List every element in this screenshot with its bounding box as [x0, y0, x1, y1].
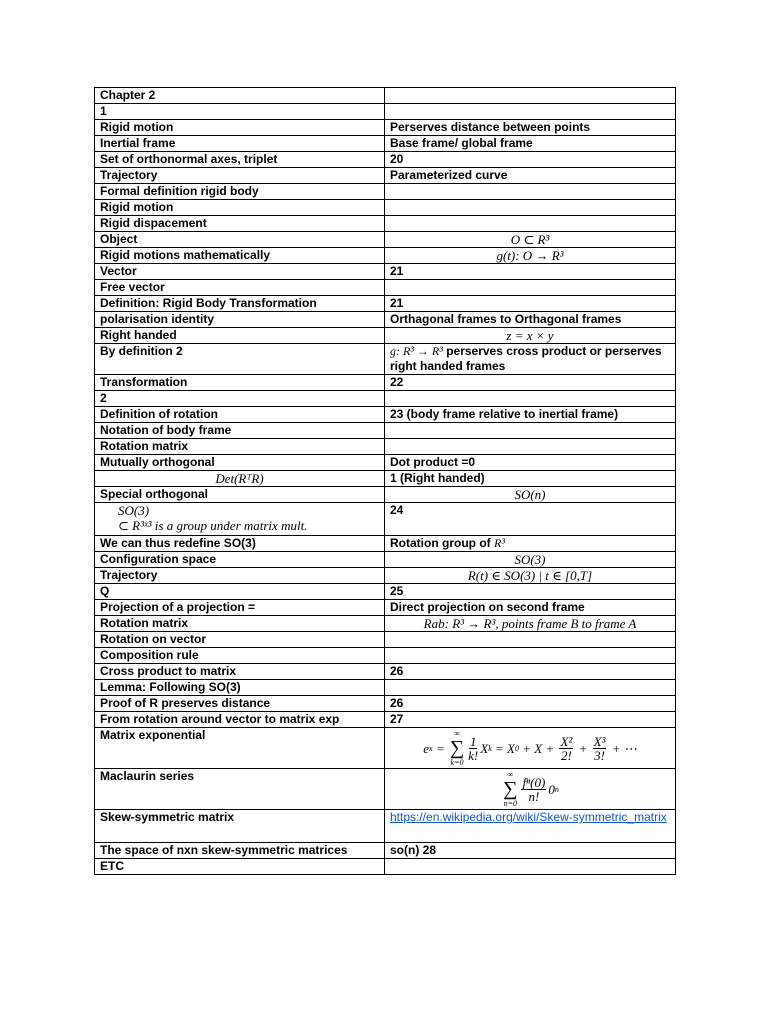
row-label: Matrix exponential [95, 728, 385, 769]
table-row [95, 184, 676, 200]
row-label: Rotation on vector [95, 632, 385, 648]
row-value: Dot product =0 [385, 455, 676, 471]
row-label: Proof of R preserves distance [95, 696, 385, 712]
table-row [95, 216, 676, 232]
fraction: $\frac{\text{X²}}{2!}$ [560, 733, 573, 763]
table-row [95, 471, 676, 487]
row-label: Special orthogonal [95, 487, 385, 503]
table-row [95, 312, 676, 328]
table-row [95, 280, 676, 296]
row-label: Chapter 2 [95, 88, 385, 104]
row-value [385, 280, 676, 296]
row-value [385, 216, 676, 232]
row-value: so(n) 28 [385, 843, 676, 859]
table-row [95, 136, 676, 152]
table-row [95, 264, 676, 280]
row-value: 23 (body frame relative to inertial frame) [385, 407, 676, 423]
row-value: 20 [385, 152, 676, 168]
row-value [385, 423, 676, 439]
table-row [95, 296, 676, 312]
row-label: By definition 2 [95, 344, 385, 375]
row-label: Rotation matrix [95, 616, 385, 632]
fraction: $\frac{\text{X³}}{3!}$ [593, 733, 606, 763]
table-row [95, 423, 676, 439]
table-row [95, 391, 676, 407]
table-row [95, 503, 676, 536]
table-row [95, 648, 676, 664]
row-value-math: z = x × y [385, 328, 676, 344]
row-value: 1 (Right handed) [385, 471, 676, 487]
table-row [95, 152, 676, 168]
row-label: Rigid motion [95, 200, 385, 216]
row-label: Inertial frame [95, 136, 385, 152]
row-label: We can thus redefine SO(3) [95, 536, 385, 552]
row-label: The space of nxn skew-symmetric matrices [95, 843, 385, 859]
table-row [95, 696, 676, 712]
row-value [385, 859, 676, 875]
row-value-math: O ⊂ R³ [385, 232, 676, 248]
table-row [95, 584, 676, 600]
table-row [95, 810, 676, 843]
row-value [385, 536, 676, 552]
row-label: 1 [95, 104, 385, 120]
table-row [95, 536, 676, 552]
row-label: Trajectory [95, 168, 385, 184]
table-row [95, 439, 676, 455]
row-label: 2 [95, 391, 385, 407]
row-value: 25 [385, 584, 676, 600]
row-label: Definition: Rigid Body Transformation [95, 296, 385, 312]
row-label: Composition rule [95, 648, 385, 664]
fraction: $\frac{\text{fⁿ(0)}}{n!}$ [522, 774, 546, 804]
row-value [385, 680, 676, 696]
table-row [95, 328, 676, 344]
row-label: Maclaurin series [95, 769, 385, 810]
row-label: Notation of body frame [95, 423, 385, 439]
row-value [385, 391, 676, 407]
table-row [95, 104, 676, 120]
row-value [385, 439, 676, 455]
table-row [95, 232, 676, 248]
row-label: Set of orthonormal axes, triplet [95, 152, 385, 168]
row-value: Parameterized curve [385, 168, 676, 184]
row-value-math: g(t): O → R³ [385, 248, 676, 264]
table-row [95, 120, 676, 136]
table-row [95, 769, 676, 810]
table-row [95, 375, 676, 391]
row-value [385, 184, 676, 200]
table-row [95, 616, 676, 632]
row-label: Rotation matrix [95, 439, 385, 455]
row-label: Formal definition rigid body [95, 184, 385, 200]
fraction: $\frac{1}{k!}$ [468, 733, 479, 763]
notes-table-container [94, 87, 675, 875]
row-value: 24 [385, 503, 676, 536]
row-label: polarisation identity [95, 312, 385, 328]
row-label: Lemma: Following SO(3) [95, 680, 385, 696]
row-label: Definition of rotation [95, 407, 385, 423]
row-value: 22 [385, 375, 676, 391]
row-value [385, 632, 676, 648]
summation-symbol: ∞ ∑ k=0 [449, 729, 465, 767]
row-value: Direct projection on second frame [385, 600, 676, 616]
row-label: Object [95, 232, 385, 248]
row-label: Configuration space [95, 552, 385, 568]
matrix-exponential-formula: e x = ∞ ∑ k=0 $\frac{1}{k!}$ X k = X 0 + X + $\frac{\text{X²}}{2!}$ + $\frac{\text{X³}}{3!}$ + ⋯ [385, 728, 676, 769]
row-value: Orthagonal frames to Orthagonal frames [385, 312, 676, 328]
row-label: Rigid motion [95, 120, 385, 136]
table-row [95, 88, 676, 104]
row-value: 26 [385, 696, 676, 712]
summation-symbol: ∞ ∑ n=0 [503, 770, 518, 808]
row-value: 26 [385, 664, 676, 680]
row-value [385, 104, 676, 120]
row-value [385, 648, 676, 664]
table-row [95, 664, 676, 680]
row-label: ETC [95, 859, 385, 875]
table-row [95, 200, 676, 216]
table-row [95, 455, 676, 471]
group-statement: ⊂ R³ˣ³ is a group under matrix mult. [118, 518, 308, 533]
table-row [95, 344, 676, 375]
row-label: Rigid dispacement [95, 216, 385, 232]
table-row [95, 568, 676, 584]
row-label: Transformation [95, 375, 385, 391]
row-label: Mutually orthogonal [95, 455, 385, 471]
table-row [95, 712, 676, 728]
row-label-math [95, 503, 385, 536]
table-row [95, 728, 676, 769]
table-row [95, 248, 676, 264]
row-value-math: SO(n) [385, 487, 676, 503]
wikipedia-link[interactable]: https://en.wikipedia.org/wiki/Skew-symmetric_matrix [390, 810, 667, 824]
so3-line: SO(3) [118, 503, 150, 518]
row-label: Skew-symmetric matrix [95, 810, 385, 843]
table-row [95, 859, 676, 875]
row-label-math: Det(RᵀR) [95, 471, 385, 487]
row-value-math: R³ [493, 536, 505, 550]
row-value-text: Rotation group of [390, 536, 494, 550]
row-label: Trajectory [95, 568, 385, 584]
row-value: Perserves distance between points [385, 120, 676, 136]
row-label: From rotation around vector to matrix exp [95, 712, 385, 728]
row-value-math: Rab: R³ → R³, points frame B to frame A [385, 616, 676, 632]
row-value: 27 [385, 712, 676, 728]
row-label: Projection of a projection = [95, 600, 385, 616]
row-label: Right handed [95, 328, 385, 344]
row-value: 21 [385, 264, 676, 280]
row-label: Vector [95, 264, 385, 280]
row-value-text: perserves cross product or perserves right handed frames [390, 344, 662, 373]
table-row [95, 407, 676, 423]
row-value-math: R(t) ∈ SO(3) | t ∈ [0,T] [385, 568, 676, 584]
row-label: Free vector [95, 280, 385, 296]
row-value [385, 88, 676, 104]
row-value: 21 [385, 296, 676, 312]
row-label: Cross product to matrix [95, 664, 385, 680]
table-row [95, 552, 676, 568]
row-label: Q [95, 584, 385, 600]
row-value [385, 344, 676, 375]
row-value [385, 810, 676, 843]
table-row [95, 487, 676, 503]
maclaurin-formula: ∞ ∑ n=0 $\frac{\text{fⁿ(0)}}{n!}$ 0 n [385, 769, 676, 810]
row-value [385, 200, 676, 216]
row-value: Base frame/ global frame [385, 136, 676, 152]
row-value-math: g: R³ → R³ [390, 344, 443, 358]
table-row [95, 600, 676, 616]
row-label: Rigid motions mathematically [95, 248, 385, 264]
table-row [95, 632, 676, 648]
table-row [95, 843, 676, 859]
notes-table [94, 87, 676, 875]
table-row [95, 680, 676, 696]
table-row [95, 168, 676, 184]
row-value-math: SO(3) [385, 552, 676, 568]
